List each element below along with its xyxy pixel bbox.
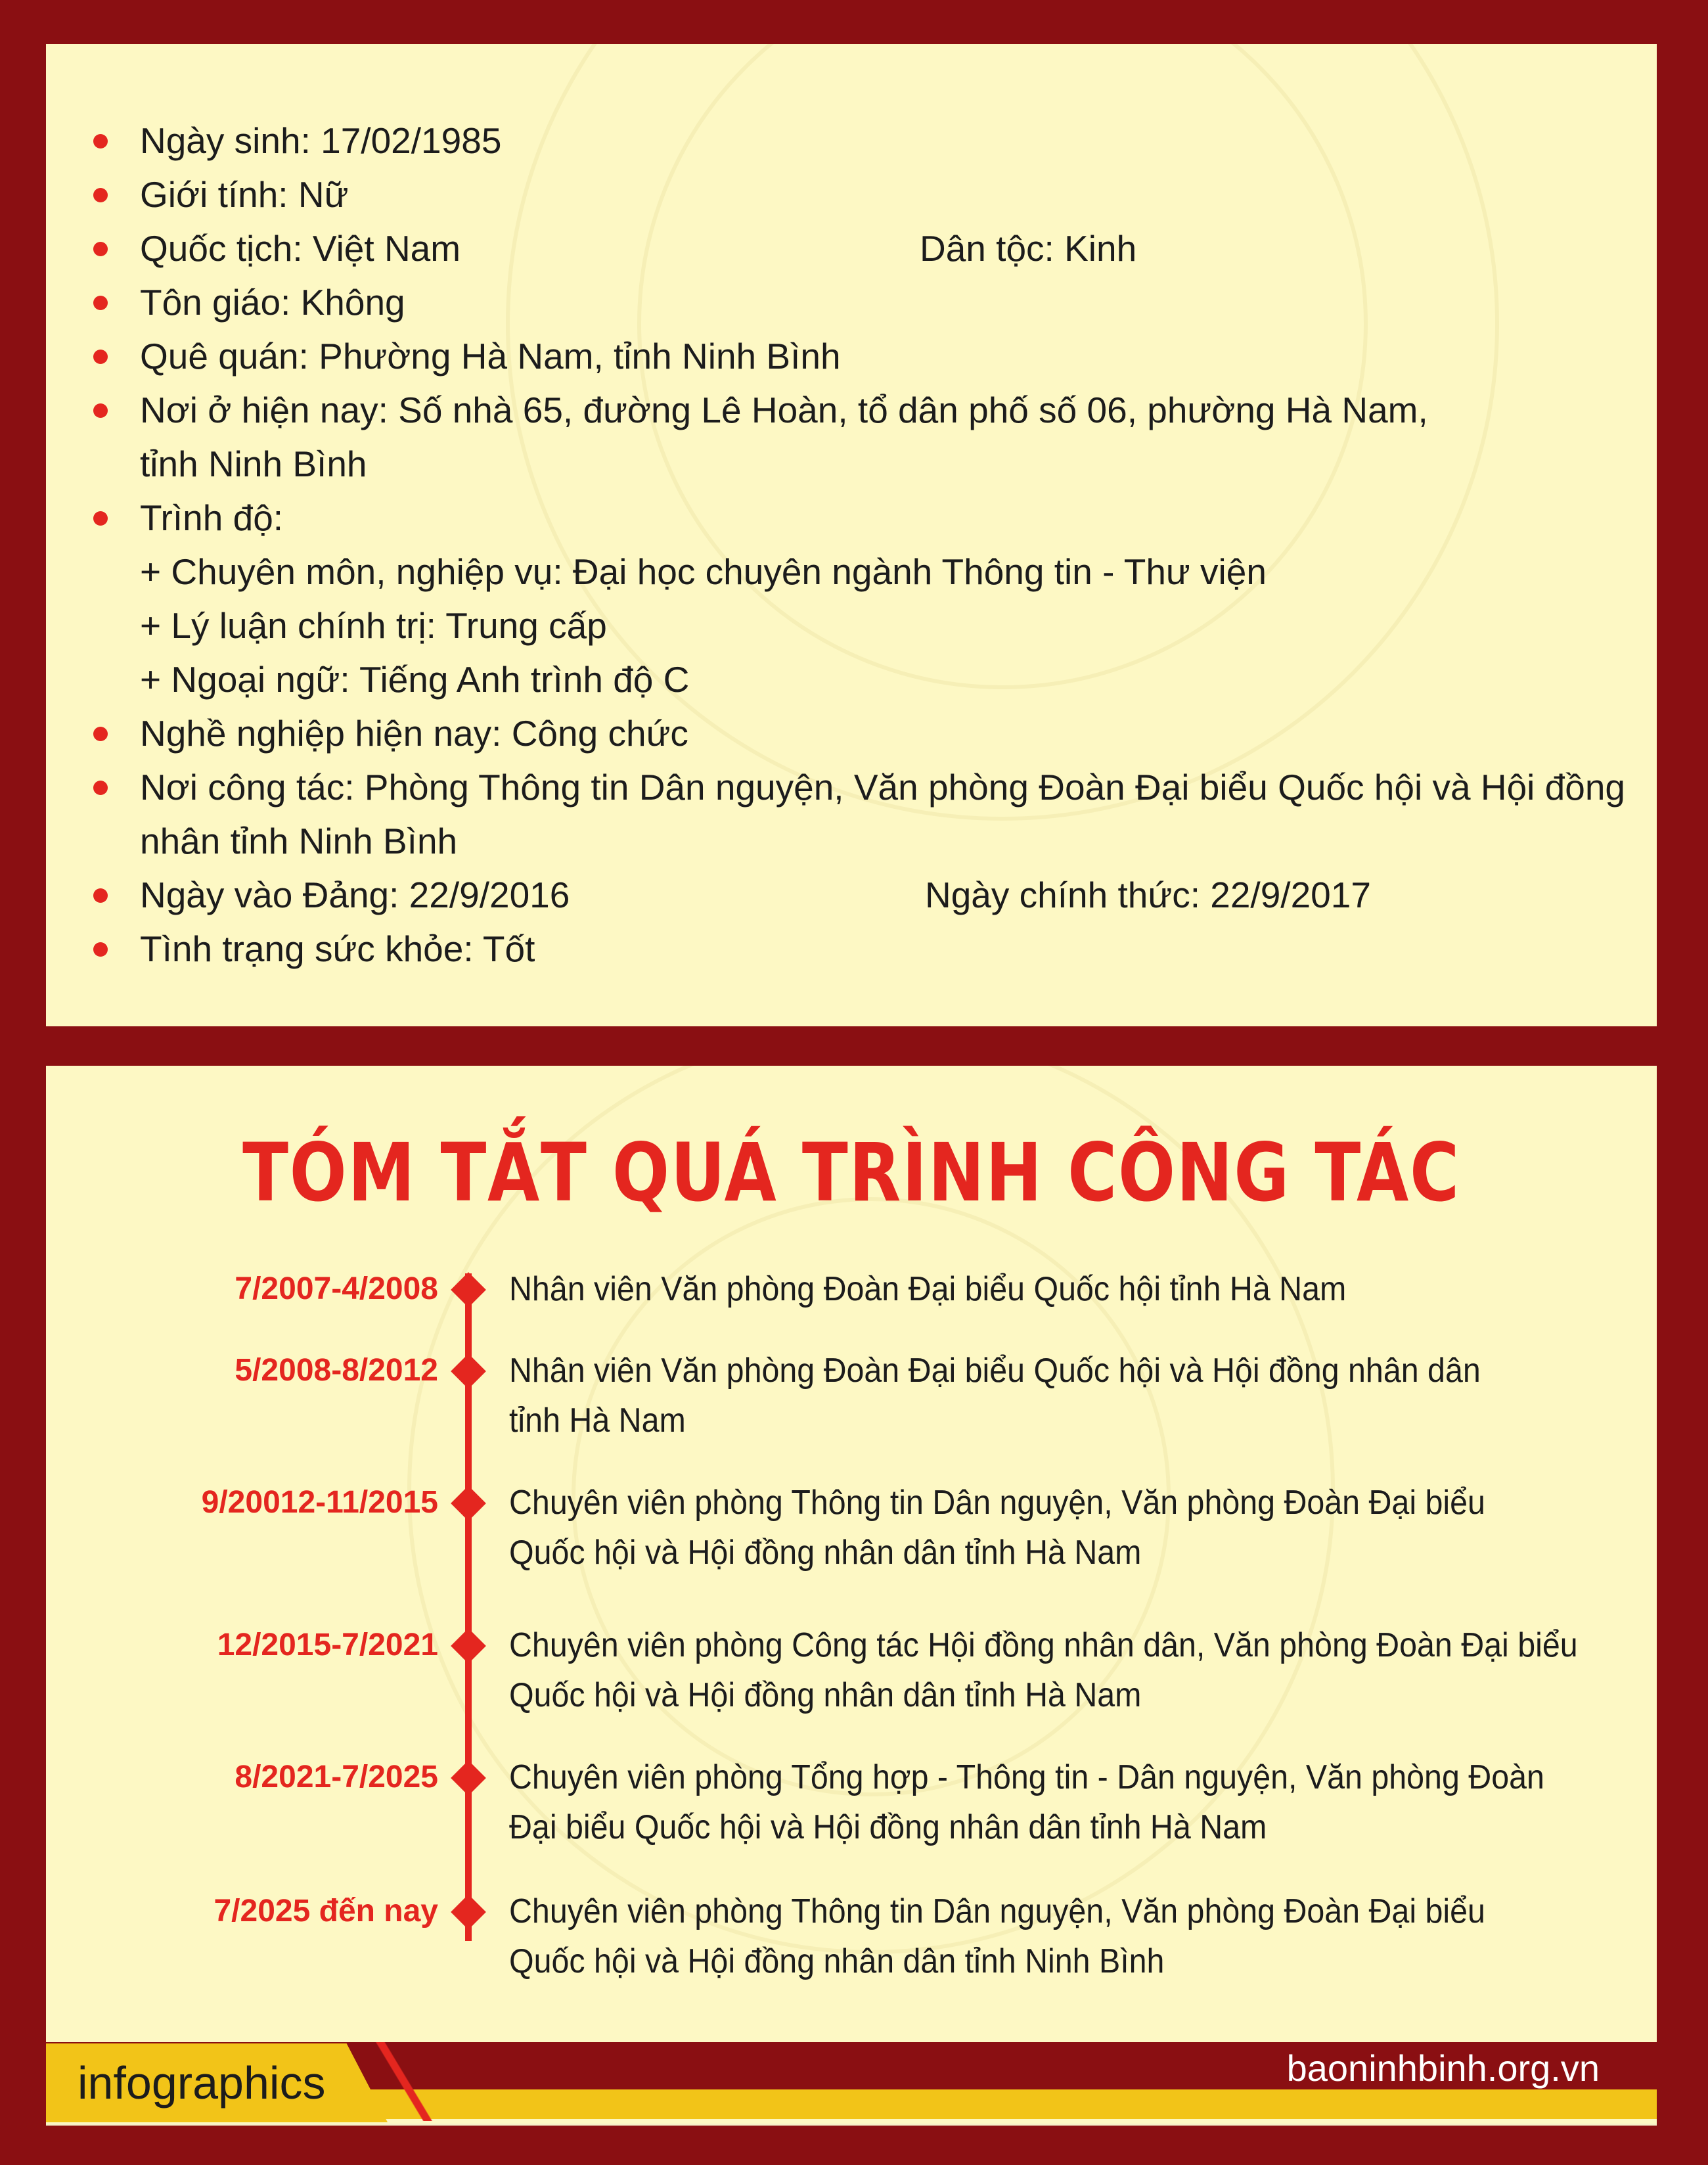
bullet-dot-icon <box>93 511 108 526</box>
info-party-admission <box>46 868 1657 922</box>
bullet-dot-icon <box>93 350 108 364</box>
info-text: Quê quán: Phường Hà Nam, tỉnh Ninh Bình <box>140 336 841 376</box>
diamond-marker-icon <box>451 1760 486 1796</box>
description-line: Chuyên viên phòng Công tác Hội đồng nhân dân, Văn phòng Đoàn Đại biểu <box>509 1626 1578 1664</box>
bullet-dot-icon <box>93 888 108 903</box>
timeline-description <box>509 1886 1652 1986</box>
footer-edge <box>46 2124 1657 2126</box>
site-link[interactable]: baoninhbinh.org.vn <box>1286 2047 1600 2089</box>
diamond-marker-icon <box>451 1894 486 1930</box>
timeline-description <box>509 1752 1652 1852</box>
info-birthdate <box>46 114 1657 168</box>
diamond-marker-icon <box>451 1272 486 1308</box>
description-line: Chuyên viên phòng Tổng hợp - Thông tin - Dân nguyện, Văn phòng Đoàn <box>509 1758 1544 1796</box>
info-health <box>46 922 1657 976</box>
info-text: Nghề nghiệp hiện nay: Công chức <box>140 713 688 754</box>
info-text: Ngày sinh: 17/02/1985 <box>140 120 502 161</box>
info-text: Quốc tịch: Việt Nam <box>140 228 461 269</box>
info-text-continued: tỉnh Ninh Bình <box>140 444 367 484</box>
qualification-language: + Ngoại ngữ: Tiếng Anh trình độ C <box>140 659 690 700</box>
info-text-continued: nhân tỉnh Ninh Bình <box>140 821 458 861</box>
bullet-dot-icon <box>93 134 108 148</box>
timeline-period: 7/2007-4/2008 <box>235 1271 438 1306</box>
description-line: Chuyên viên phòng Thông tin Dân nguyện, Văn phòng Đoàn Đại biểu <box>509 1484 1485 1522</box>
info-text: Giới tính: Nữ <box>140 174 349 215</box>
info-text: Nơi công tác: Phòng Thông tin Dân nguyện, Văn phòng Đoàn Đại biểu Quốc hội và Hội đồng <box>140 767 1626 808</box>
timeline-period: 5/2008-8/2012 <box>235 1353 438 1388</box>
description-line: Nhân viên Văn phòng Đoàn Đại biểu Quốc hội tỉnh Hà Nam <box>509 1270 1347 1308</box>
info-text: Nơi ở hiện nay: Số nhà 65, đường Lê Hoàn, tổ dân phố số 06, phường Hà Nam, <box>140 390 1428 430</box>
timeline-description <box>509 1478 1652 1578</box>
info-hometown <box>46 329 1657 383</box>
description-line: tỉnh Hà Nam <box>509 1402 686 1440</box>
footer-accent-stripe <box>365 2042 443 2121</box>
profile-panel <box>46 44 1657 1026</box>
info-official-date: Ngày chính thức: 22/9/2017 <box>925 875 1371 915</box>
bullet-dot-icon <box>93 188 108 202</box>
info-nationality <box>46 221 1657 275</box>
description-line: Quốc hội và Hội đồng nhân dân tỉnh Hà Nam <box>509 1676 1142 1714</box>
info-qualifications <box>46 491 1657 706</box>
description-line: Quốc hội và Hội đồng nhân dân tỉnh Ninh Bình <box>509 1942 1165 1980</box>
description-line: Chuyên viên phòng Thông tin Dân nguyện, Văn phòng Đoàn Đại biểu <box>509 1892 1485 1930</box>
description-line: Quốc hội và Hội đồng nhân dân tỉnh Hà Nam <box>509 1534 1142 1572</box>
timeline-description <box>509 1264 1652 1314</box>
profile-info-list <box>46 114 1657 976</box>
info-text: Tôn giáo: Không <box>140 282 405 323</box>
info-occupation <box>46 706 1657 760</box>
bullet-dot-icon <box>93 727 108 741</box>
diamond-marker-icon <box>451 1486 486 1521</box>
bullet-dot-icon <box>93 296 108 310</box>
info-residence <box>46 383 1657 491</box>
timeline-period: 9/20012-11/2015 <box>201 1485 438 1520</box>
info-text: Ngày vào Đảng: 22/9/2016 <box>140 875 570 915</box>
info-religion <box>46 275 1657 329</box>
timeline-description <box>509 1346 1652 1446</box>
info-text: Tình trạng sức khỏe: Tốt <box>140 928 535 969</box>
timeline-description <box>509 1620 1652 1720</box>
bullet-dot-icon <box>93 942 108 957</box>
diamond-marker-icon <box>451 1628 486 1664</box>
diamond-marker-icon <box>451 1354 486 1389</box>
timeline-panel <box>46 1066 1657 2124</box>
bullet-dot-icon <box>93 781 108 795</box>
info-workplace <box>46 760 1657 868</box>
info-gender <box>46 168 1657 221</box>
info-text: Trình độ: <box>140 497 284 538</box>
brand-label: infographics <box>78 2057 326 2108</box>
bullet-dot-icon <box>93 403 108 418</box>
timeline-period: 12/2015-7/2021 <box>217 1628 438 1662</box>
timeline-period: 8/2021-7/2025 <box>235 1760 438 1794</box>
qualification-professional: + Chuyên môn, nghiệp vụ: Đại học chuyên ngành Thông tin - Thư viện <box>140 551 1267 592</box>
description-line: Đại biểu Quốc hội và Hội đồng nhân dân tỉnh Hà Nam <box>509 1808 1267 1846</box>
timeline-period: 7/2025 đến nay <box>214 1894 438 1928</box>
description-line: Nhân viên Văn phòng Đoàn Đại biểu Quốc hội và Hội đồng nhân dân <box>509 1352 1481 1390</box>
info-ethnicity: Dân tộc: Kinh <box>920 228 1137 269</box>
bullet-dot-icon <box>93 242 108 256</box>
qualification-political: + Lý luận chính trị: Trung cấp <box>140 605 607 646</box>
timeline-title: TÓM TẮT QUÁ TRÌNH CÔNG TÁC <box>242 1126 1460 1219</box>
